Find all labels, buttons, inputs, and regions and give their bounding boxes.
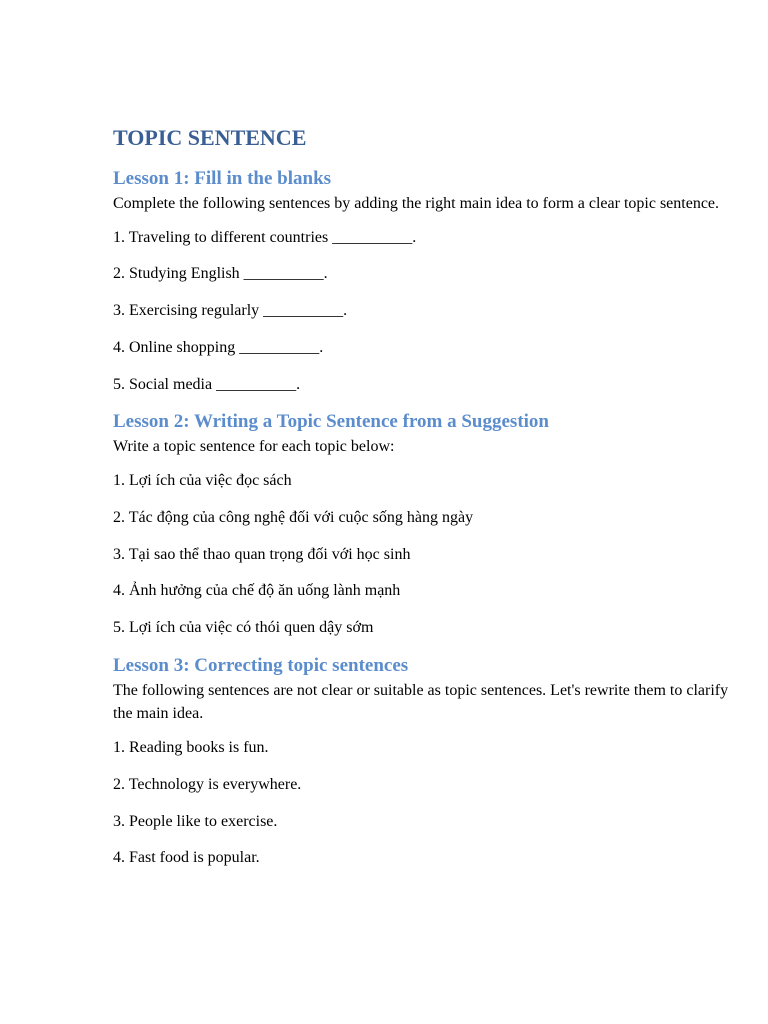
list-item: 3. People like to exercise. — [113, 812, 278, 830]
document-title: TOPIC SENTENCE — [113, 125, 307, 150]
lesson-2-instructions: Write a topic sentence for each topic below: — [113, 438, 395, 456]
lesson-3-section — [113, 653, 733, 870]
lesson-2-heading: Lesson 2: Writing a Topic Sentence from a Suggestion — [113, 411, 549, 433]
list-item: 1. Lợi ích của việc đọc sách — [113, 471, 292, 489]
list-item: 4. Ảnh hưởng của chế độ ăn uống lành mạnh — [113, 582, 401, 600]
lesson-1-instructions: Complete the following sentences by adding the right main idea to form a clear topic sentence. — [113, 195, 720, 212]
list-item: 3. Exercising regularly __________. — [113, 302, 348, 320]
list-item: 1. Traveling to different countries __________. — [113, 228, 417, 246]
lesson-2-section — [113, 409, 733, 639]
lesson-1-section — [113, 166, 733, 396]
document-page — [113, 122, 733, 883]
lesson-1-heading: Lesson 1: Fill in the blanks — [113, 168, 332, 189]
list-item: 5. Social media __________. — [113, 375, 301, 393]
list-item: 2. Tác động của công nghệ đối với cuộc sống hàng ngày — [113, 508, 474, 526]
lesson-3-heading: Lesson 3: Correcting topic sentences — [113, 654, 409, 676]
list-item: 3. Tại sao thể thao quan trọng đối với học sinh — [113, 545, 411, 563]
list-item: 2. Studying English __________. — [113, 265, 328, 283]
list-item: 5. Lợi ích của việc có thói quen dậy sớm — [113, 619, 374, 637]
list-item: 4. Fast food is popular. — [113, 849, 260, 867]
list-item: 2. Technology is everywhere. — [113, 775, 302, 793]
list-item: 1. Reading books is fun. — [113, 738, 269, 756]
list-item: 4. Online shopping __________. — [113, 338, 324, 356]
lesson-3-instructions: The following sentences are not clear or suitable as topic sentences. Let's rewrite them to clarify the main idea. — [113, 681, 729, 723]
